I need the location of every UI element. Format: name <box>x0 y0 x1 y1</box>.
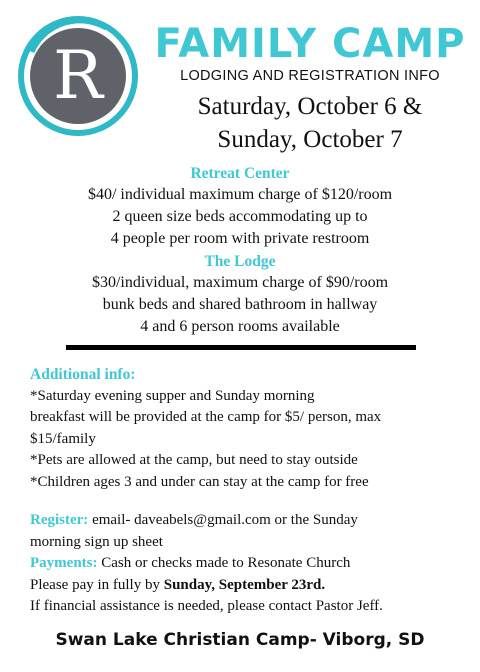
logo-mark-icon <box>14 12 142 140</box>
additional-info-line: breakfast will be provided at the camp for $5/ person, max <box>30 409 382 425</box>
page-title: FAMILY CAMP <box>154 21 466 67</box>
payments-label: Payments: <box>30 555 98 571</box>
retreat-center-heading: Retreat Center <box>190 165 290 182</box>
retreat-center-section <box>30 164 450 250</box>
section-divider <box>66 345 416 350</box>
additional-info-line: *Children ages 3 and under can stay at the camp for free <box>30 473 369 490</box>
page-subtitle: LODGING AND REGISTRATION INFO <box>180 68 440 84</box>
register-label: Register: <box>30 512 89 528</box>
register-text: email- daveabels@gmail.com or the Sunday <box>88 512 358 528</box>
logo-letter: R <box>53 37 103 114</box>
resonate-logo <box>14 12 142 140</box>
retreat-center-line: $40/ individual maximum charge of $120/room <box>87 186 393 203</box>
event-dates <box>150 90 470 156</box>
retreat-center-line: 4 people per room with private restroom <box>110 230 370 247</box>
camp-location-footer: Swan Lake Christian Camp- Viborg, SD <box>55 630 425 650</box>
pay-deadline-prefix: Please pay in fully by <box>30 576 164 593</box>
register-line-2: morning sign up sheet <box>30 533 163 550</box>
retreat-center-line: 2 queen size beds accommodating up to <box>112 208 368 225</box>
financial-assistance-line: If financial assistance is needed, please contact Pastor Jeff. <box>30 598 383 614</box>
additional-info-line: *Saturday evening supper and Sunday morning <box>30 387 315 404</box>
payments-line <box>30 553 460 575</box>
additional-info-heading: Additional info: <box>30 366 136 383</box>
lodge-line: bunk beds and shared bathroom in hallway <box>102 296 378 313</box>
additional-info-section <box>30 364 460 493</box>
payments-text: Cash or checks made to Resonate Church <box>97 555 351 571</box>
lodge-section <box>30 252 450 338</box>
date-line-1: Saturday, October 6 & <box>197 93 423 120</box>
lodge-line: 4 and 6 person rooms available <box>140 318 340 335</box>
pay-deadline-date: Sunday, September 23rd. <box>163 576 326 593</box>
register-line <box>30 510 460 532</box>
additional-info-line: *Pets are allowed at the camp, but need to stay outside <box>30 452 358 468</box>
additional-info-line: $15/family <box>30 430 96 447</box>
lodge-line: $30/individual, maximum charge of $90/room <box>91 274 389 291</box>
pay-deadline-line <box>30 575 460 597</box>
date-line-2: Sunday, October 7 <box>217 126 403 153</box>
lodge-heading: The Lodge <box>204 253 276 270</box>
registration-section <box>30 510 460 618</box>
